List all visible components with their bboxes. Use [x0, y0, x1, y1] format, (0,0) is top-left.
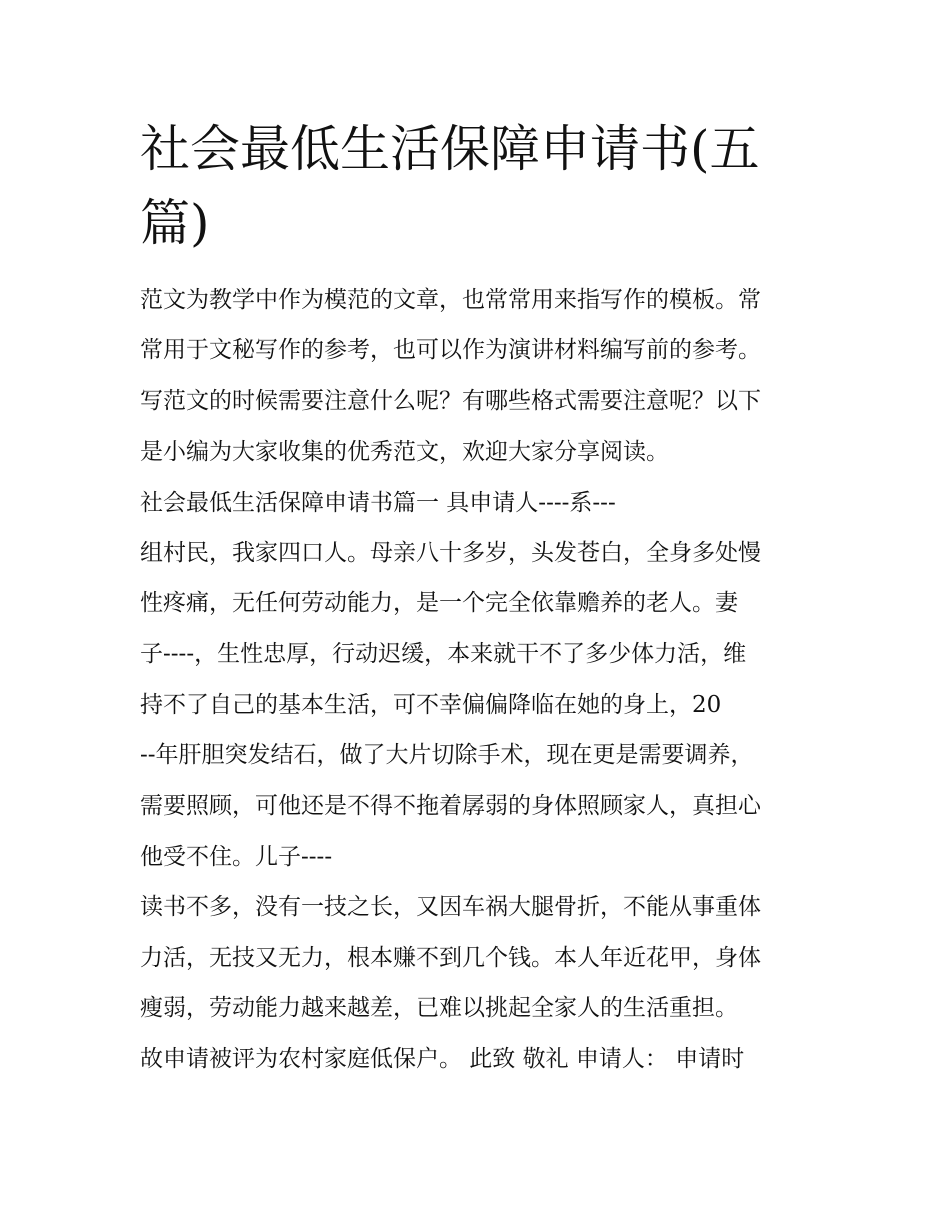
title-line-1: 社会最低生活保障申请书(五 [140, 120, 760, 178]
document-title [140, 112, 820, 260]
paragraph-line: 瘦弱，劳动能力越来越差，已难以挑起全家人的生活重担。 [140, 995, 738, 1021]
title-line-2: 篇) [140, 194, 210, 252]
paragraph-line: 故申请被评为农村家庭低保户。 此致 敬礼 申请人： 申请时 [140, 1046, 745, 1072]
paragraph-line: 写范文的时候需要注意什么呢？有哪些格式需要注意呢？以下 [140, 388, 761, 414]
paragraph-line: 性疼痛，无任何劳动能力，是一个完全依靠赡养的老人。妻 [140, 590, 738, 616]
paragraph-line: 需要照顾，可他还是不得不拖着孱弱的身体照顾家人，真担心 [140, 793, 761, 819]
paragraph-line: 常用于文秘写作的参考，也可以作为演讲材料编写前的参考。 [140, 337, 761, 363]
section-heading-line: 社会最低生活保障申请书篇一 具申请人----系--- [140, 490, 616, 516]
paragraph-line: 组村民，我家四口人。母亲八十多岁，头发苍白，全身多处慢 [140, 540, 761, 566]
paragraph-line: 是小编为大家收集的优秀范文，欢迎大家分享阅读。 [140, 439, 669, 465]
paragraph-line: 持不了自己的基本生活，可不幸偏偏降临在她的身上，20 [140, 692, 722, 718]
paragraph-line: --年肝胆突发结石，做了大片切除手术，现在更是需要调养， [140, 742, 754, 768]
paragraph-line: 力活，无技又无力，根本赚不到几个钱。本人年近花甲，身体 [140, 945, 761, 971]
paragraph-line: 范文为教学中作为模范的文章，也常常用来指写作的模板。常 [140, 287, 761, 313]
paragraph-line: 子----，生性忠厚，行动迟缓，本来就干不了多少体力活，维 [140, 641, 747, 667]
paragraph-line: 读书不多，没有一技之长，又因车祸大腿骨折，不能从事重体 [140, 894, 761, 920]
paragraph-line: 他受不住。儿子---- [140, 844, 333, 870]
